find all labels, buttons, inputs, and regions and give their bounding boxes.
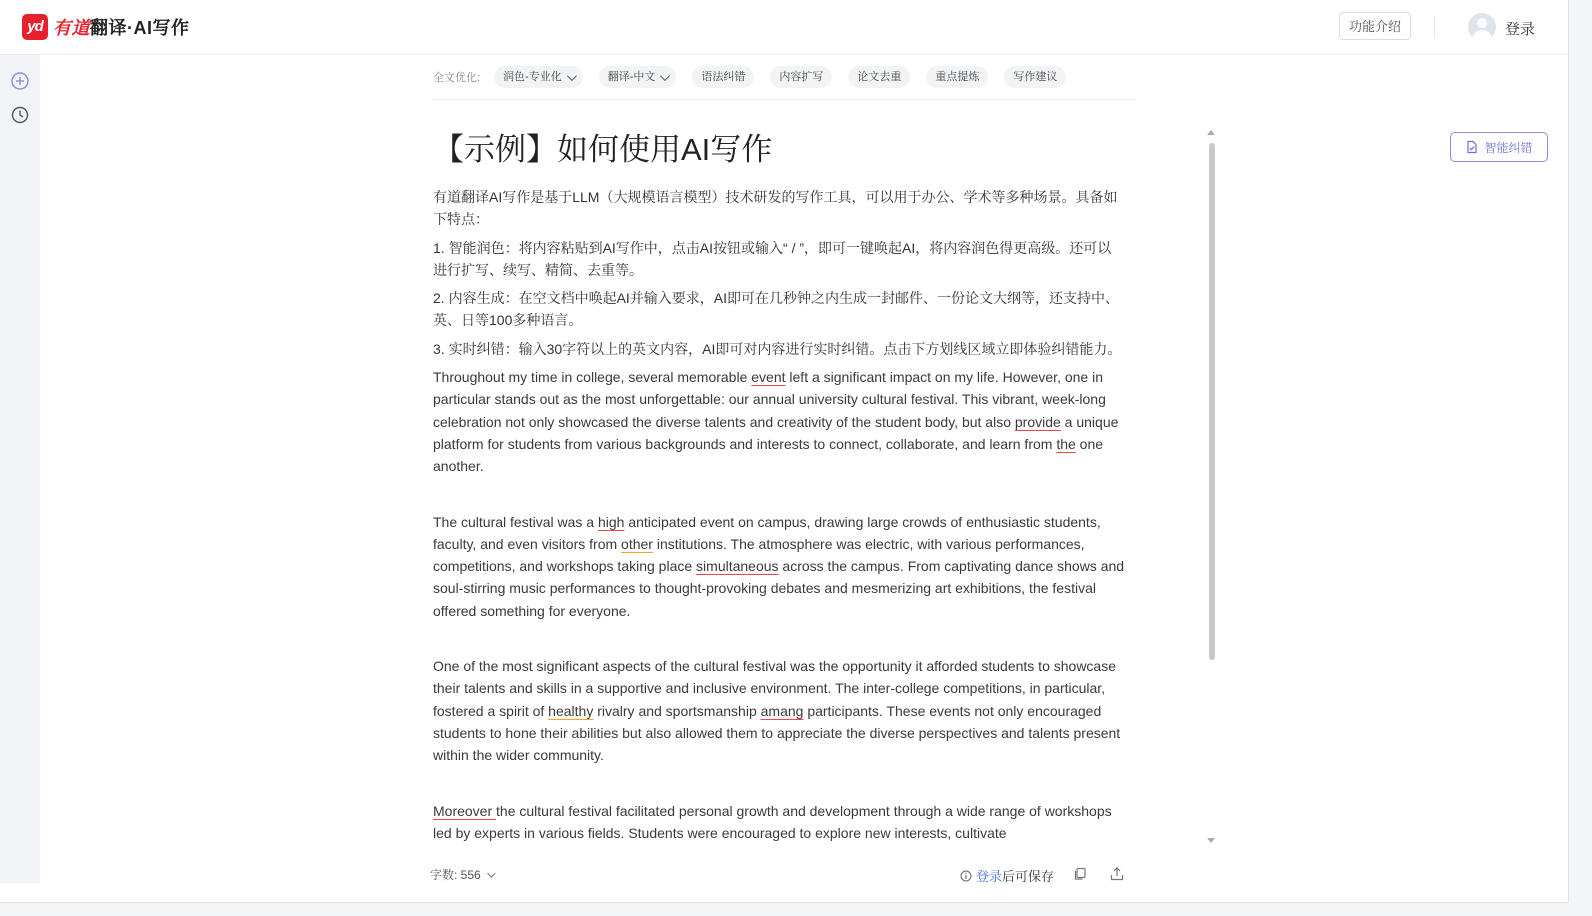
doc-point-3[interactable]: 3. 实时纠错：输入30字符以上的英文内容，AI即可对内容进行实时纠错。点击下方划线区域立即体验纠错能力。 xyxy=(433,340,1122,357)
error-underline[interactable]: Moreover xyxy=(433,802,497,819)
chip-polish[interactable]: 润色-专业化 xyxy=(494,66,583,88)
doc-point-2[interactable]: 2. 内容生成：在空文档中唤起AI并输入要求，AI即可在几秒钟之内生成一封邮件、一份论文大纲等，还支持中、英、日等100多种语言。 xyxy=(433,290,1120,329)
scroll-down-arrow[interactable] xyxy=(1207,838,1215,843)
login-link[interactable]: 登录 xyxy=(1505,21,1536,38)
error-underline[interactable]: the xyxy=(1056,435,1076,452)
word-count[interactable]: 字数: 556 xyxy=(430,866,493,883)
suggestion-underline[interactable]: other xyxy=(621,535,653,552)
save-hint: 登录 后可保存 xyxy=(960,866,1054,885)
chevron-down-icon xyxy=(567,71,577,81)
chevron-down-icon xyxy=(487,869,495,877)
doc-intro[interactable]: 有道翻译AI写作是基于LLM（大规模语言模型）技术研发的写作工具，可以用于办公、学术等多种场景。具备如下特点： xyxy=(433,189,1118,228)
plus-circle-icon[interactable] xyxy=(10,71,30,91)
error-underline[interactable]: provide xyxy=(1014,413,1061,430)
error-underline[interactable]: amang xyxy=(760,702,804,719)
avatar[interactable] xyxy=(1468,13,1496,41)
doc-paragraph-4[interactable]: Moreover the cultural festival facilitated personal growth and development through a wide range of workshops led by experts in various fields. Students were encouraged to explore new interests, cultivate xyxy=(433,802,1112,841)
doc-paragraph-2[interactable]: The cultural festival was a high anticipated event on campus, drawing large crowds of enthusiastic students, faculty, and even visitors from other institutions. The atmosphere was electric, with various performances, competitions, and workshops taking place simultaneous across the campus. From captivating dance shows and soul-stirring music performances to thought-provoking debates and mesmerizing art exhibitions, the festival offered something for everyone. xyxy=(433,513,1125,619)
scroll-up-arrow[interactable] xyxy=(1207,130,1215,135)
chevron-down-icon xyxy=(660,71,670,81)
chip-dedupe[interactable]: 论文去重 xyxy=(848,66,910,88)
info-icon xyxy=(960,870,972,882)
copy-icon[interactable] xyxy=(1072,866,1088,882)
chip-grammar[interactable]: 语法纠错 xyxy=(692,66,754,88)
error-underline[interactable]: event xyxy=(751,369,786,386)
document-editor[interactable] xyxy=(433,108,1125,848)
doc-paragraph-3[interactable]: One of the most significant aspects of the cultural festival was the opportunity it afforded students to showcase their talents and skills in a supportive and inclusive environment. The inter-college competitions, in particular, fostered a spirit of healthy rivalry and sportsmanship amang participants. These events not only encouraged students to hone their abilities but also allowed them to appreciate the diverse perspectives and talents present within the wider community. xyxy=(433,658,1121,764)
doc-title[interactable]: 【示例】如何使用AI写作 xyxy=(433,132,773,167)
top-header xyxy=(0,0,1568,55)
doc-point-1[interactable]: 1. 智能润色：将内容粘贴到AI写作中，点击AI按钮或输入“ / ”，即可一键唤起AI，将内容润色得更高级。还可以进行扩写、续写、精简、去重等。 xyxy=(433,239,1112,278)
chip-translate[interactable]: 翻译-中文 xyxy=(599,66,677,88)
logo-brand: 有道 xyxy=(53,18,90,38)
error-underline[interactable]: simultaneous xyxy=(696,558,779,575)
save-login-link[interactable]: 登录 xyxy=(976,869,1003,884)
chip-expand[interactable]: 内容扩写 xyxy=(770,66,832,88)
header-divider xyxy=(1434,16,1435,38)
suggestion-underline[interactable]: healthy xyxy=(548,702,594,719)
feature-intro-button[interactable]: 功能介绍 xyxy=(1339,12,1411,40)
left-rail xyxy=(0,55,40,883)
doc-check-icon xyxy=(1465,140,1479,154)
error-underline[interactable]: high xyxy=(597,513,625,530)
scrollbar-thumb[interactable] xyxy=(1209,143,1215,660)
chip-suggest[interactable]: 写作建议 xyxy=(1004,66,1066,88)
clock-icon[interactable] xyxy=(10,105,30,125)
logo-product: 翻译·AI写作 xyxy=(90,18,190,38)
smart-check-button[interactable] xyxy=(1450,132,1548,162)
chip-summarize[interactable]: 重点提炼 xyxy=(926,66,988,88)
toolbar-divider xyxy=(433,99,1135,100)
share-icon[interactable] xyxy=(1109,866,1125,882)
logo[interactable] xyxy=(22,14,190,40)
smart-check-label: 智能纠错 xyxy=(1484,140,1533,155)
optimize-toolbar xyxy=(433,66,1082,88)
toolbar-label: 全文优化: xyxy=(433,72,481,84)
logo-text xyxy=(53,14,190,40)
doc-paragraph-1[interactable]: Throughout my time in college, several memorable event left a significant impact on my life. However, one in particular stands out as the most unforgettable: our annual university cultural festival. This vibrant, week-long celebration not only showcased the diverse talents and creativity of the student body, but also provide a unique platform for students from various backgrounds and interests to connect, collaborate, and learn from the one another. xyxy=(433,369,1119,475)
logo-mark: yd xyxy=(22,14,48,40)
